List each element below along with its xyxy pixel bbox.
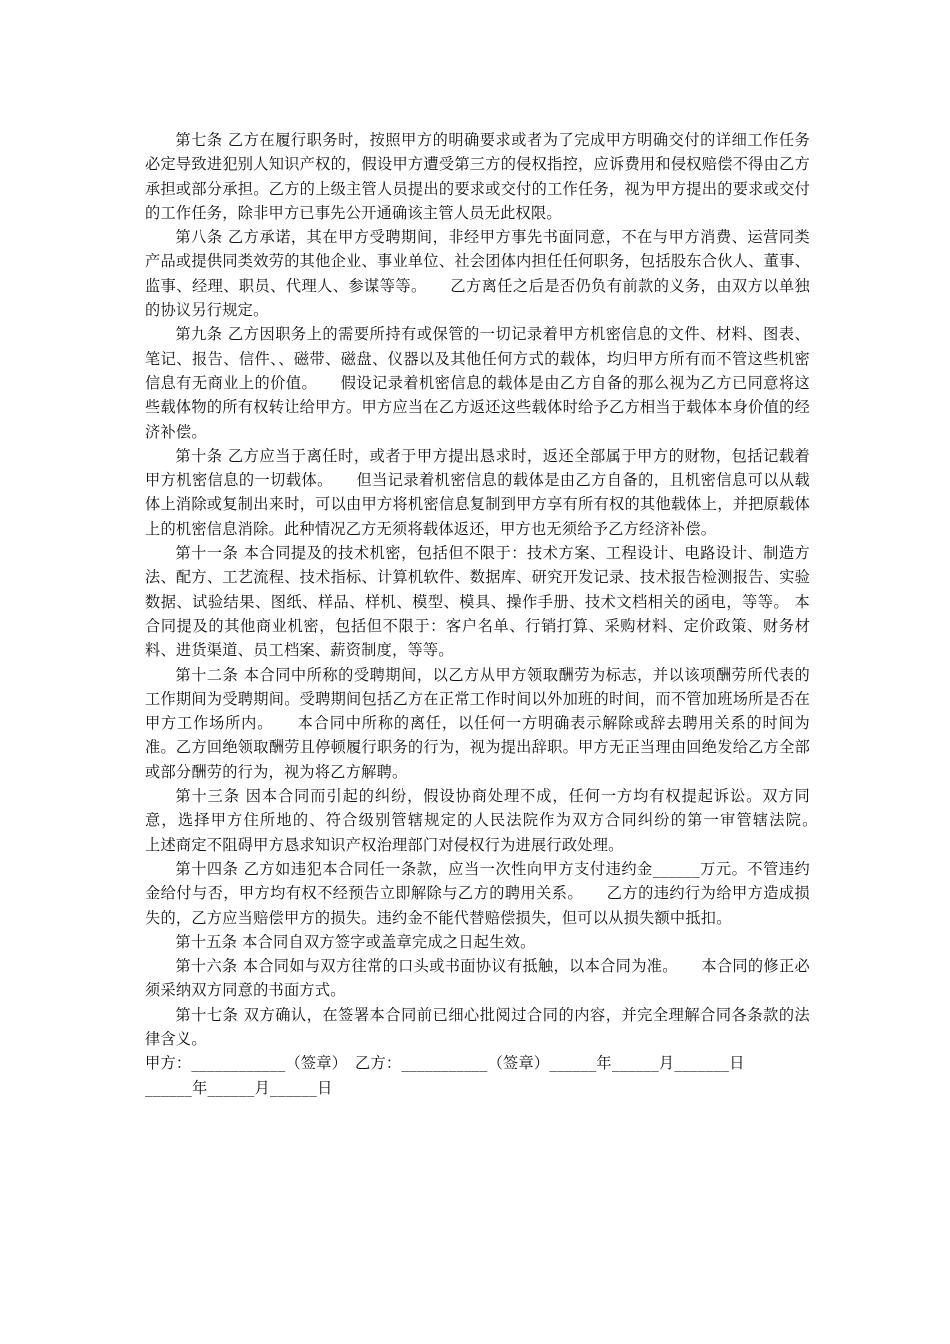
clause-10: 第十条 乙方应当于离任时，或者于甲方提出恳求时，返还全部属于甲方的财物，包括记载着甲方机密信息的一切载体。 但当记录着机密信息的载体是由乙方自备的，且机密信息可以从载体上消除或复制出来时，可以由甲方将机密信息复制到甲方享有所有权的其他载体上，并把原载体上的机密信息消除。此种情况乙方无须将载体返还，甲方也无须给予乙方经济补偿。 (145, 446, 810, 538)
signature-date-line: ______年______月______日 (145, 1079, 333, 1098)
contract-body (145, 128, 841, 1101)
clause-11: 第十一条 本合同提及的技术机密，包括但不限于：技术方案、工程设计、电路设计、制造方法、配方、工艺流程、技术指标、计算机软件、数据库、研究开发记录、技术报告检测报告、实验数据、试验结果、图纸、样品、样机、模型、模具、操作手册、技术文档相关的函电，等等。 本合同提及的其他商业机密，包括但不限于：客户名单、行销打算、采购材料、定价政策、财务材料、进货渠道、员工档案、薪资制度，等等。 (145, 544, 810, 660)
clause-13: 第十三条 因本合同而引起的纠纷，假设协商处理不成，任何一方均有权提起诉讼。双方同意，选择甲方住所地的、符合级别管辖规定的人民法院作为双方合同纠纷的第一审管辖法院。 上述商定不阻碍甲方恳求知识产权治理部门对侵权行为进展行政处理。 (145, 787, 841, 854)
clause-9: 第九条 乙方因职务上的需要所持有或保管的一切记录着甲方机密信息的文件、材料、图表、笔记、报告、信件、、磁带、磁盘、仪器以及其他任何方式的载体，均归甲方所有而不管这些机密信息有无商业上的价值。 假设记录着机密信息的载体是由乙方自备的那么视为乙方已同意将这些载体物的所有权转让给甲方。甲方应当在乙方返还这些载体时给予乙方相当于载体本身价值的经济补偿。 (145, 325, 810, 441)
clause-12: 第十二条 本合同中所称的受聘期间，以乙方从甲方领取酬劳为标志，并以该项酬劳所代表的工作期间为受聘期间。受聘期间包括乙方在正常工作时间以外加班的时间，而不管加班场所是否在甲方工作场所内。 本合同中所称的离任，以任何一方明确表示解除或辞去聘用关系的时间为准。乙方回绝领取酬劳且停顿履行职务的行为，视为提出辞职。甲方无正当理由回绝发给乙方全部或部分酬劳的行为，视为将乙方解聘。 (145, 665, 810, 781)
clause-14: 第十四条 乙方如违犯本合同任一条款，应当一次性向甲方支付违约金______万元。不管违约金给付与否，甲方均有权不经预告立即解除与乙方的聘用关系。 乙方的违约行为给甲方造成损失的，乙方应当赔偿甲方的损失。违约金不能代替赔偿损失，但可以从损失额中抵扣。 (145, 859, 810, 927)
clause-8: 第八条 乙方承诺，其在甲方受聘期间，非经甲方事先书面同意，不在与甲方消费、运营同类产品或提供同类效劳的其他企业、事业单位、社会团体内担任任何职务，包括股东合伙人、董事、监事、经理、职员、代理人、参谋等等。 乙方离任之后是否仍负有前款的义务，由双方以单独的协议另行规定。 (145, 228, 810, 320)
clause-15: 第十五条 本合同自双方签字或盖章完成之日起生效。 (175, 932, 536, 951)
signature-line: 甲方：____________（签章） 乙方：___________（签章）______年______月_______日 (145, 1054, 745, 1073)
clause-7: 第七条 乙方在履行职务时，按照甲方的明确要求或者为了完成甲方明确交付的详细工作任务必定导致进犯别人知识产权的，假设甲方遭受第三方的侵权指控，应诉费用和侵权赔偿不得由乙方承担或部分承担。乙方的上级主管人员提出的要求或交付的工作任务，视为甲方提出的要求或交付的工作任务，除非甲方已事先公开通确该主管人员无此权限。 (145, 131, 810, 222)
clause-17: 第十七条 双方确认，在签署本合同前已细心批阅过合同的内容，并完全理解合同各条款的法律含义。 (145, 1005, 810, 1048)
clause-16: 第十六条 本合同如与双方往常的口头或书面协议有抵触，以本合同为准。 本合同的修正必须采纳双方同意的书面方式。 (145, 957, 810, 1000)
